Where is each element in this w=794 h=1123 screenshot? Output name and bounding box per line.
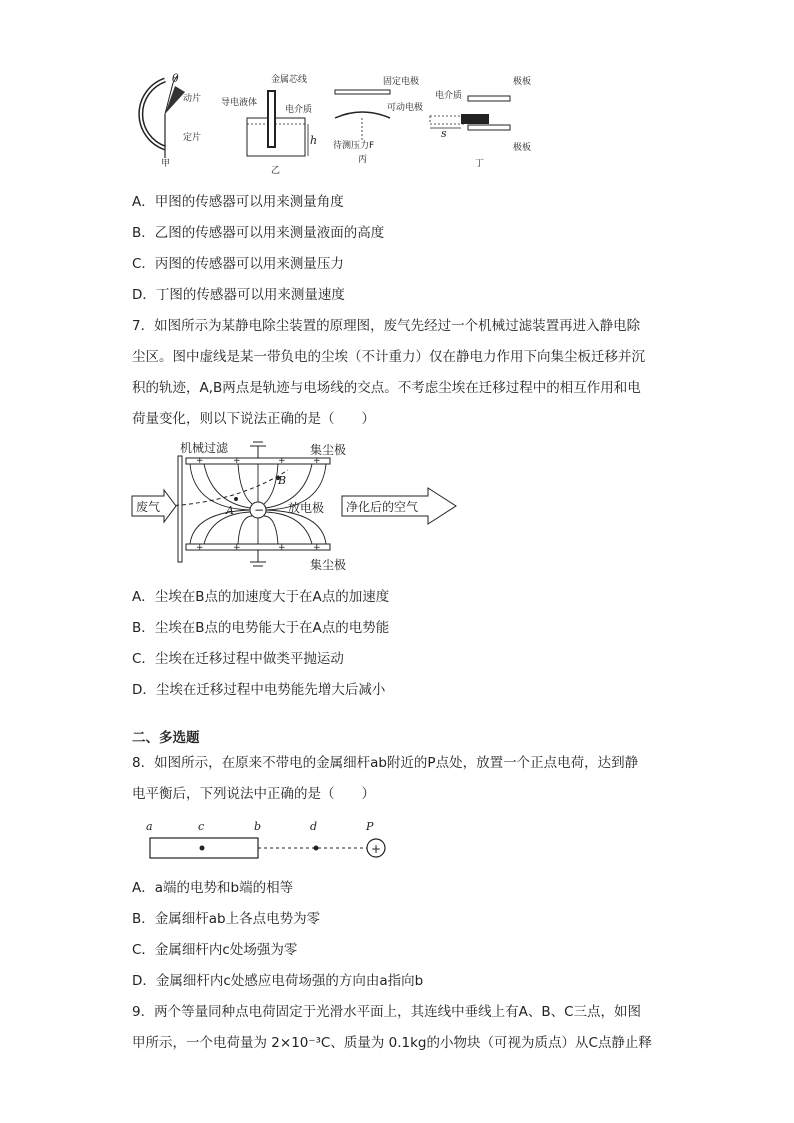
q6-option-d: D．丁图的传感器可以用来测量速度 bbox=[132, 287, 345, 303]
plus-top-1: + bbox=[196, 456, 204, 466]
figure-bing bbox=[333, 75, 423, 165]
q8-line-1: 8．如图所示，在原来不带电的金属细杆ab附近的P点处，放置一个正点电荷，达到静 bbox=[132, 755, 639, 771]
q6-option-c: C．丙图的传感器可以用来测量压力 bbox=[132, 256, 344, 272]
plus-top-3: + bbox=[278, 456, 286, 466]
plus-top-4: + bbox=[313, 456, 321, 466]
ding-caption: 丁 bbox=[475, 159, 485, 169]
daodian-label: 导电液体 bbox=[221, 98, 258, 108]
jichen-bottom-label: 集尘极 bbox=[310, 558, 347, 572]
discharge-minus: − bbox=[254, 503, 265, 517]
theta-label: θ bbox=[172, 72, 179, 85]
figure-ding bbox=[430, 75, 531, 169]
jiban-label-2: 极板 bbox=[513, 143, 532, 153]
jinshu-label: 金属芯线 bbox=[271, 75, 308, 85]
q8-line-2: 电平衡后，下列说法中正确的是（ ） bbox=[132, 786, 375, 802]
jixie-label: 机械过滤 bbox=[180, 441, 229, 455]
label-b: b bbox=[254, 820, 262, 833]
daice-label: 待测压力F bbox=[333, 141, 375, 151]
jiedian-label-ding: 电介质 bbox=[435, 91, 463, 101]
jinghua-label: 净化后的空气 bbox=[346, 500, 419, 514]
q8-option-d: D．金属细杆内c处感应电荷场强的方向由a指向b bbox=[132, 973, 424, 989]
label-d: d bbox=[310, 820, 318, 833]
s-label: s bbox=[441, 127, 447, 140]
plus-bottom-3: + bbox=[278, 543, 286, 553]
q7-option-a: A．尘埃在B点的加速度大于在A点的加速度 bbox=[132, 589, 390, 605]
q8-option-b: B．金属细杆ab上各点电势为零 bbox=[132, 911, 321, 927]
figure-jia bbox=[141, 72, 201, 169]
q7-figure bbox=[128, 436, 468, 582]
dongpian-label: 动片 bbox=[183, 94, 202, 104]
h-label: h bbox=[310, 134, 318, 147]
q8-option-c: C．金属细杆内c处场强为零 bbox=[132, 942, 298, 958]
q9-line-1: 9．两个等量同种点电荷固定于光滑水平面上，其连线中垂线上有A、B、C三点，如图 bbox=[132, 1004, 642, 1020]
fangdian-label: 放电极 bbox=[288, 501, 325, 515]
plus-bottom-1: + bbox=[196, 543, 204, 553]
q7-option-b: B．尘埃在B点的电势能大于在A点的电势能 bbox=[132, 620, 390, 636]
kedong-label: 可动电极 bbox=[387, 103, 424, 113]
p-charge-plus: + bbox=[371, 842, 382, 856]
q6-figures bbox=[125, 70, 545, 182]
jia-caption: 甲 bbox=[161, 159, 171, 169]
dingpian-label: 定片 bbox=[183, 133, 202, 143]
q9-line-2: 甲所示，一个电荷量为 2×10⁻³C、质量为 0.1kg的小物块（可视为质点）从C点静止释 bbox=[132, 1035, 652, 1051]
plus-bottom-4: + bbox=[313, 543, 321, 553]
plus-top-2: + bbox=[233, 456, 241, 466]
guding-label: 固定电极 bbox=[383, 77, 420, 87]
feiqi-label: 废气 bbox=[136, 500, 161, 514]
figure-yi bbox=[221, 73, 317, 176]
q7-line-2: 尘区。图中虚线是某一带负电的尘埃（不计重力）仅在静电力作用下向集尘板迁移并沉 bbox=[132, 349, 645, 365]
q6-option-a: A．甲图的传感器可以用来测量角度 bbox=[132, 194, 344, 210]
point-b-label: B bbox=[278, 474, 287, 487]
bing-caption: 丙 bbox=[358, 155, 368, 165]
point-a-label: A bbox=[226, 504, 234, 517]
jichen-top-label: 集尘极 bbox=[310, 443, 347, 457]
q7-line-3: 积的轨迹，A,B两点是轨迹与电场线的交点。不考虑尘埃在迁移过程中的相互作用和电 bbox=[132, 380, 641, 396]
jiban-label-1: 极板 bbox=[513, 77, 532, 87]
label-p: P bbox=[366, 820, 374, 833]
plus-bottom-2: + bbox=[233, 543, 241, 553]
q7-option-d: D．尘埃在迁移过程中电势能先增大后减小 bbox=[132, 682, 386, 698]
label-c: c bbox=[198, 820, 205, 833]
jiedian-label-yi: 电介质 bbox=[285, 105, 313, 115]
q7-option-c: C．尘埃在迁移过程中做类平抛运动 bbox=[132, 651, 344, 667]
q7-line-1: 7．如图所示为某静电除尘装置的原理图，废气先经过一个机械过滤装置再进入静电除 bbox=[132, 318, 641, 334]
yi-caption: 乙 bbox=[271, 166, 281, 176]
q7-line-4: 荷量变化，则以下说法正确的是（ ） bbox=[132, 411, 375, 427]
q8-figure bbox=[140, 816, 400, 864]
q8-option-a: A．a端的电势和b端的相等 bbox=[132, 880, 294, 896]
q6-option-b: B．乙图的传感器可以用来测量液面的高度 bbox=[132, 225, 385, 241]
label-a: a bbox=[146, 820, 153, 833]
section-heading-multi: 二、多选题 bbox=[132, 730, 200, 746]
